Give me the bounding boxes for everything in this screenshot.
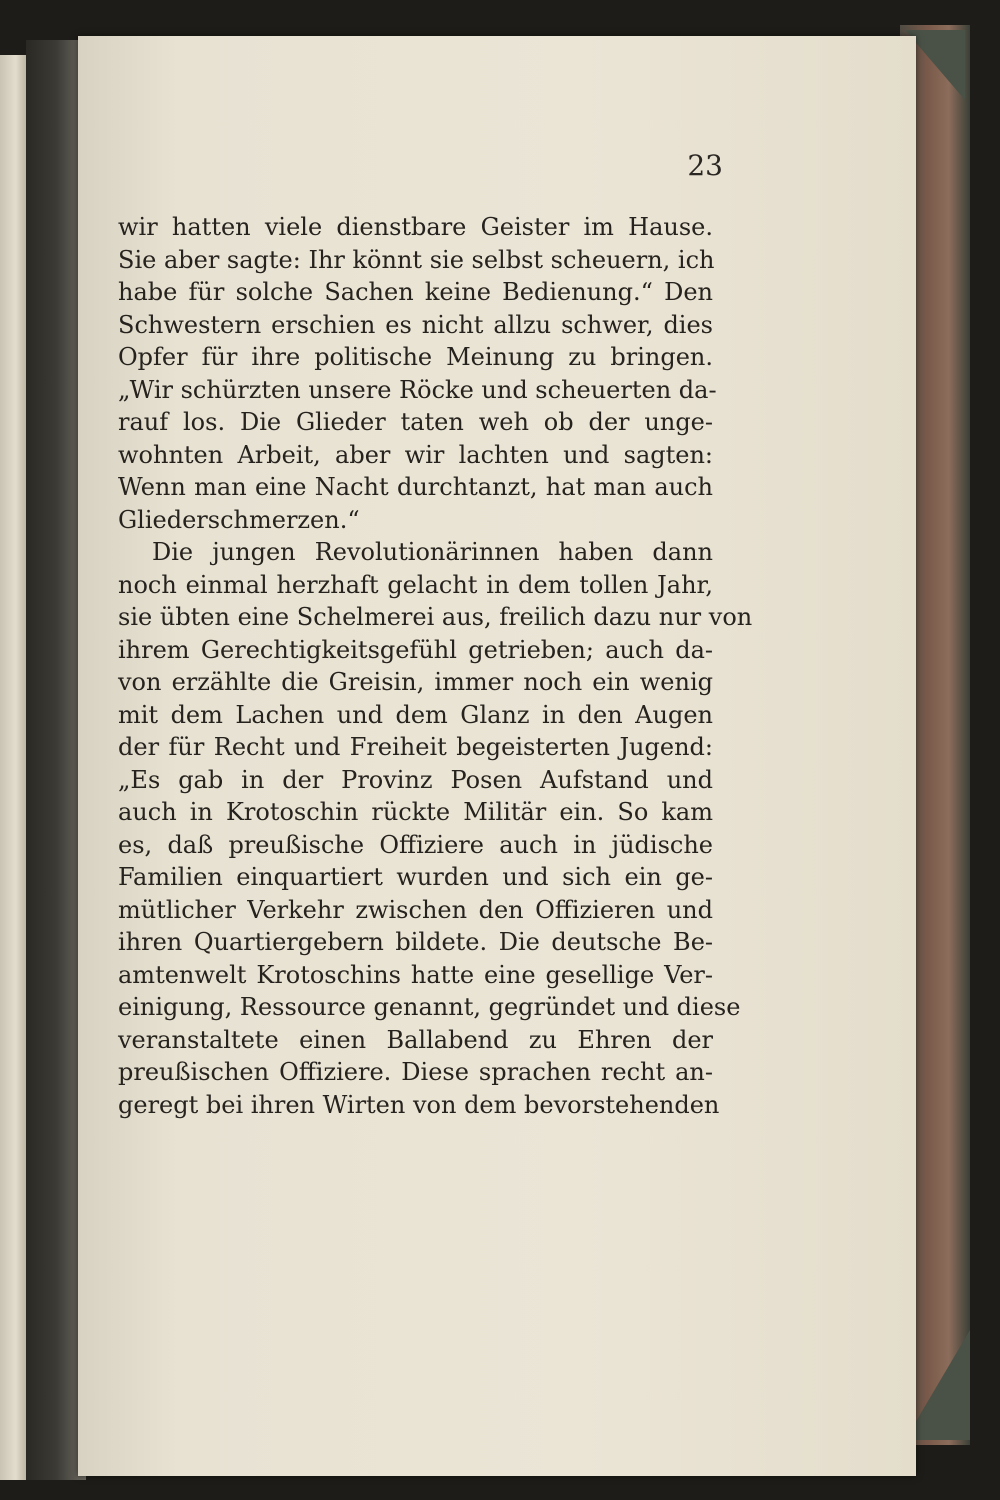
text-line: Gliederschmerzen.“ [118,505,360,534]
text-line: Schwestern erschien es nicht allzu schwer, dies [118,310,713,339]
text-line: auch in Krotoschin rückte Militär ein. So kam [118,798,713,826]
body-text [118,211,753,1121]
text-line: Die jungen Revolutionärinnen haben dann [152,538,713,566]
text-line: von erzählte die Greisin, immer noch ein wenig [118,668,713,696]
text-line: veranstaltete einen Ballabend zu Ehren der [118,1025,713,1054]
text-line: noch einmal herzhaft gelacht in dem tollen Jahr, [118,570,713,599]
gutter-shadow [26,40,86,1480]
text-line: Wenn man eine Nacht durchtanzt, hat man auch [118,473,713,501]
text-line: Opfer für ihre politische Meinung zu bringen. [118,343,713,371]
book-page [78,36,916,1476]
page-number: 23 [687,149,723,182]
text-line: mit dem Lachen und dem Glanz in den Augen [118,700,713,729]
text-line: sie übten eine Schelmerei aus, freilich dazu nur von [118,603,753,631]
text-line: einigung, Ressource genannt, gegründet und diese [118,993,741,1021]
left-page-edge [0,55,26,1480]
text-line: „Wir schürzten unsere Röcke und scheuerten da- [118,375,717,404]
text-line: rauf los. Die Glieder taten weh ob der unge- [118,408,713,436]
text-line: mütlicher Verkehr zwischen den Offizieren und [118,895,713,924]
text-line: habe für solche Sachen keine Bedienung.“ Den [118,278,713,306]
text-line: amtenwelt Krotoschins hatte eine gesellige Ver- [118,960,713,989]
text-line: preußischen Offiziere. Diese sprachen recht an- [118,1058,713,1086]
text-line: geregt bei ihren Wirten von dem bevorstehenden [118,1090,720,1119]
text-line: wohnten Arbeit, aber wir lachten und sagten: [118,440,713,469]
text-line: ihren Quartiergebern bildete. Die deutsche Be- [118,928,713,956]
text-line: wir hatten viele dienstbare Geister im Hause. [118,213,713,241]
text-line: Familien einquartiert wurden und sich ein ge- [118,863,713,891]
text-line: es, daß preußische Offiziere auch in jüdische [118,830,713,859]
text-line: „Es gab in der Provinz Posen Aufstand und [118,765,713,794]
text-line: Sie aber sagte: Ihr könnt sie selbst scheuern, ich [118,245,715,274]
text-line: der für Recht und Freiheit begeisterten Jugend: [118,733,713,761]
text-line: ihrem Gerechtigkeitsgefühl getrieben; auch da- [118,635,713,664]
